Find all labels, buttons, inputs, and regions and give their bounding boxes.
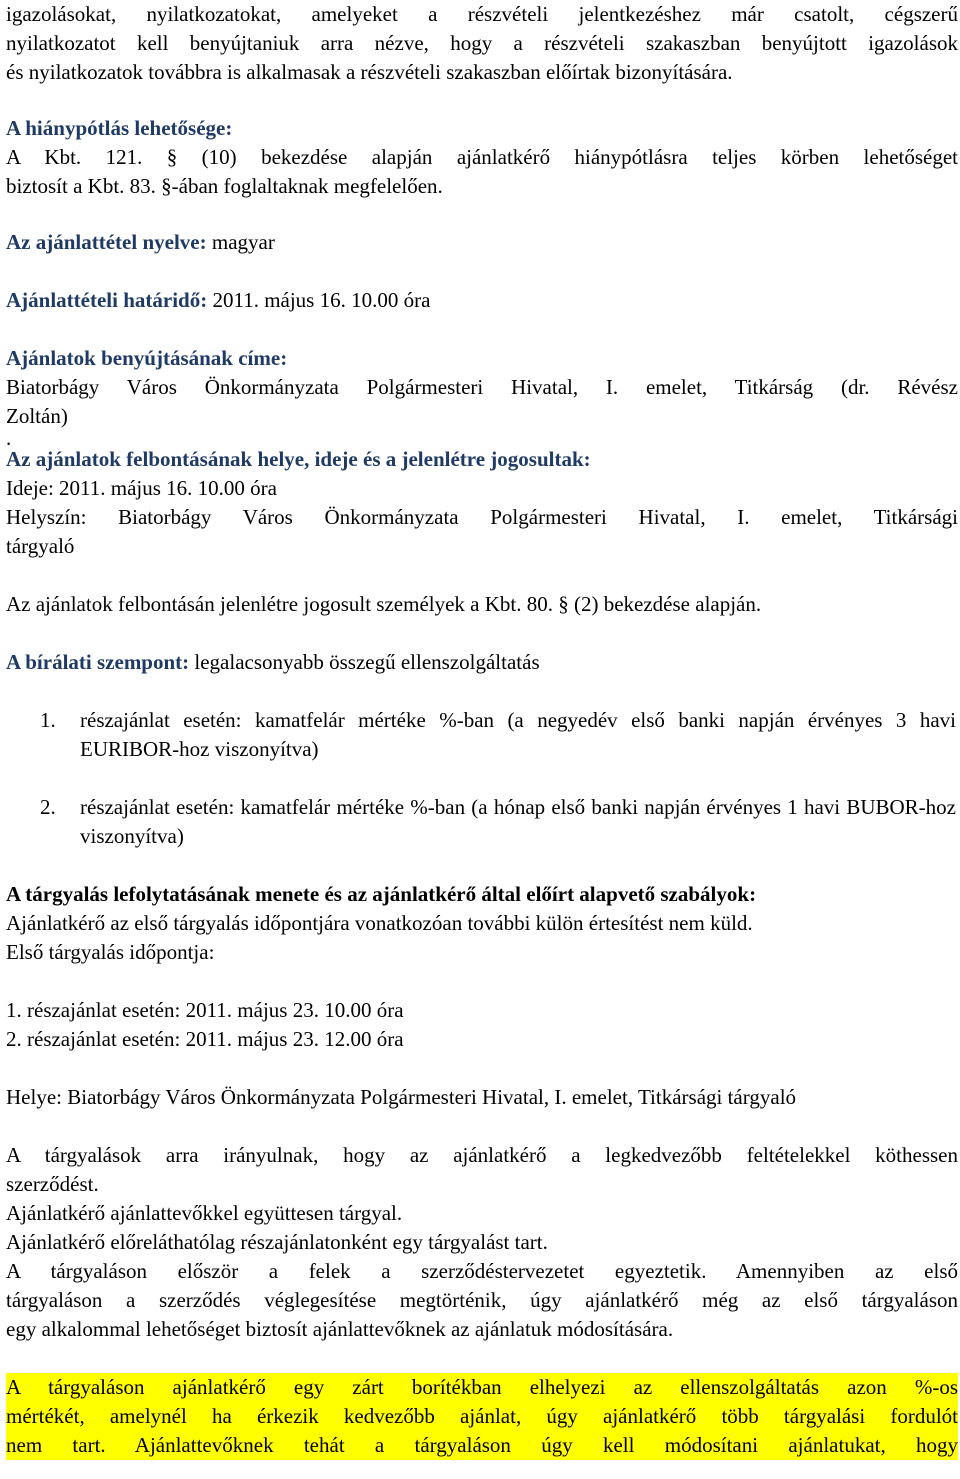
targyalas-date-1: 1. részajánlat esetén: 2011. május 23. 10.00 óra [6,998,404,1022]
nyelv-value: magyar [211,230,275,254]
targyalas-line-2: Első tárgyalás időpontja: [6,940,215,964]
section-felbontas [6,445,958,619]
targyalas-p1-line-1: A tárgyalások arra irányulnak, hogy az ajánlatkérő a legkedvezőbb feltételekkel köthessen [6,1143,958,1167]
biralat-value: legalacsonyabb összegű ellenszolgáltatás [194,650,540,674]
hianypotlas-line-2: biztosít a Kbt. 83. §-ában foglaltaknak megfelelően. [6,174,443,198]
cim-line-2: Zoltán) [6,404,68,428]
section-targyalas [6,880,958,1344]
list-item-text: részajánlat esetén: kamatfelár mértéke %-ban (a hónap első banki napján érvényes 1 havi BUBOR-hoz viszonyítva) [80,795,956,848]
biralat-line [6,648,958,677]
list-item-number: 2. [40,795,56,819]
list-item [6,706,958,764]
highlighted-paragraph [6,1373,958,1460]
felbontas-helyszin-2: tárgyaló [6,534,75,558]
hianypotlas-heading: A hiánypótlás lehetősége: [6,116,233,140]
hatarido-label: Ajánlattételi határidő: [6,288,208,312]
felbontas-heading: Az ajánlatok felbontásának helye, ideje és a jelenlétre jogosultak: [6,447,591,471]
targyalas-p3: Ajánlatkérő előreláthatólag részajánlatonként egy tárgyalást tart. [6,1230,548,1254]
list-item-text: részajánlat esetén: kamatfelár mértéke %-ban (a negyedév első banki napján érvényes 3 havi EURIBOR-hoz viszonyítva) [80,708,956,761]
highlighted-line-1: A tárgyaláson ajánlatkérő egy zárt borítékban elhelyezi az ellenszolgáltatás azon %-os [6,1375,958,1399]
targyalas-line-1: Ajánlatkérő az első tárgyalás időpontjára vonatkozóan további külön értesítést nem küld. [6,911,753,935]
felbontas-jelenlet: Az ajánlatok felbontásán jelenlétre jogosult személyek a Kbt. 80. § (2) bekezdése alapján. [6,592,762,616]
targyalas-p2: Ajánlatkérő ajánlattevőkkel együttesen tárgyal. [6,1201,403,1225]
targyalas-helye: Helye: Biatorbágy Város Önkormányzata Polgármesteri Hivatal, I. emelet, Titkársági tárgyaló [6,1085,797,1109]
section-hatarido [6,286,958,315]
intro-line-3: és nyilatkozatok továbbra is alkalmasak a részvételi szakaszban előírtak bizonyítására. [6,60,733,84]
hianypotlas-line-1: A Kbt. 121. § (10) bekezdése alapján ajánlatkérő hiánypótlásra teljes körben lehetőséget [6,145,958,169]
felbontas-ideje: Ideje: 2011. május 16. 10.00 óra [6,476,278,500]
biralat-label: A bírálati szempont: [6,650,190,674]
intro-line-1: igazolásokat, nyilatkozatokat, amelyeket a részvételi jelentkezéshez már csatolt, cégszerű [6,2,958,26]
list-item [6,793,958,851]
highlighted-line-2: mértékét, amelynél ha érkezik kedvezőbb ajánlat, úgy ajánlatkérő több tárgyalási fordulót [6,1404,958,1428]
nyelv-label: Az ajánlattétel nyelve: [6,230,207,254]
felbontas-helyszin-1: Helyszín: Biatorbágy Város Önkormányzata Polgármesteri Hivatal, I. emelet, Titkársági [6,505,958,529]
list-item-number: 1. [40,708,56,732]
intro-paragraph [6,0,958,87]
section-nyelv [6,228,958,257]
targyalas-date-2: 2. részajánlat esetén: 2011. május 23. 12.00 óra [6,1027,404,1051]
targyalas-p4-line-3: egy alkalommal lehetőséget biztosít ajánlattevőknek az ajánlatuk módosítására. [6,1317,674,1341]
targyalas-p4-line-1: A tárgyaláson először a felek a szerződéstervezetet egyeztetik. Amennyiben az első [6,1259,958,1283]
section-hianypotlas [6,114,958,201]
cim-line-1: Biatorbágy Város Önkormányzata Polgármesteri Hivatal, I. emelet, Titkárság (dr. Révész [6,375,958,399]
biralat-list [6,706,958,851]
section-cim [6,344,958,450]
targyalas-heading: A tárgyalás lefolytatásának menete és az ajánlatkérő által előírt alapvető szabályok: [6,882,757,906]
intro-line-2: nyilatkozatot kell benyújtaniuk arra nézve, hogy a részvételi szakaszban benyújtott igazolások [6,31,958,55]
cim-heading: Ajánlatok benyújtásának címe: [6,346,288,370]
targyalas-p4-line-2: tárgyaláson a szerződés véglegesítése megtörténik, úgy ajánlatkérő még az első tárgyaláson [6,1288,958,1312]
section-biralat [6,648,958,851]
highlighted-line-3: nem tart. Ajánlattevőknek tehát a tárgyaláson úgy kell módosítani ajánlatukat, hogy [6,1433,958,1457]
cim-line-3: . [6,426,12,450]
targyalas-p1-line-2: szerződést. [6,1172,99,1196]
hatarido-value: 2011. május 16. 10.00 óra [212,288,431,312]
